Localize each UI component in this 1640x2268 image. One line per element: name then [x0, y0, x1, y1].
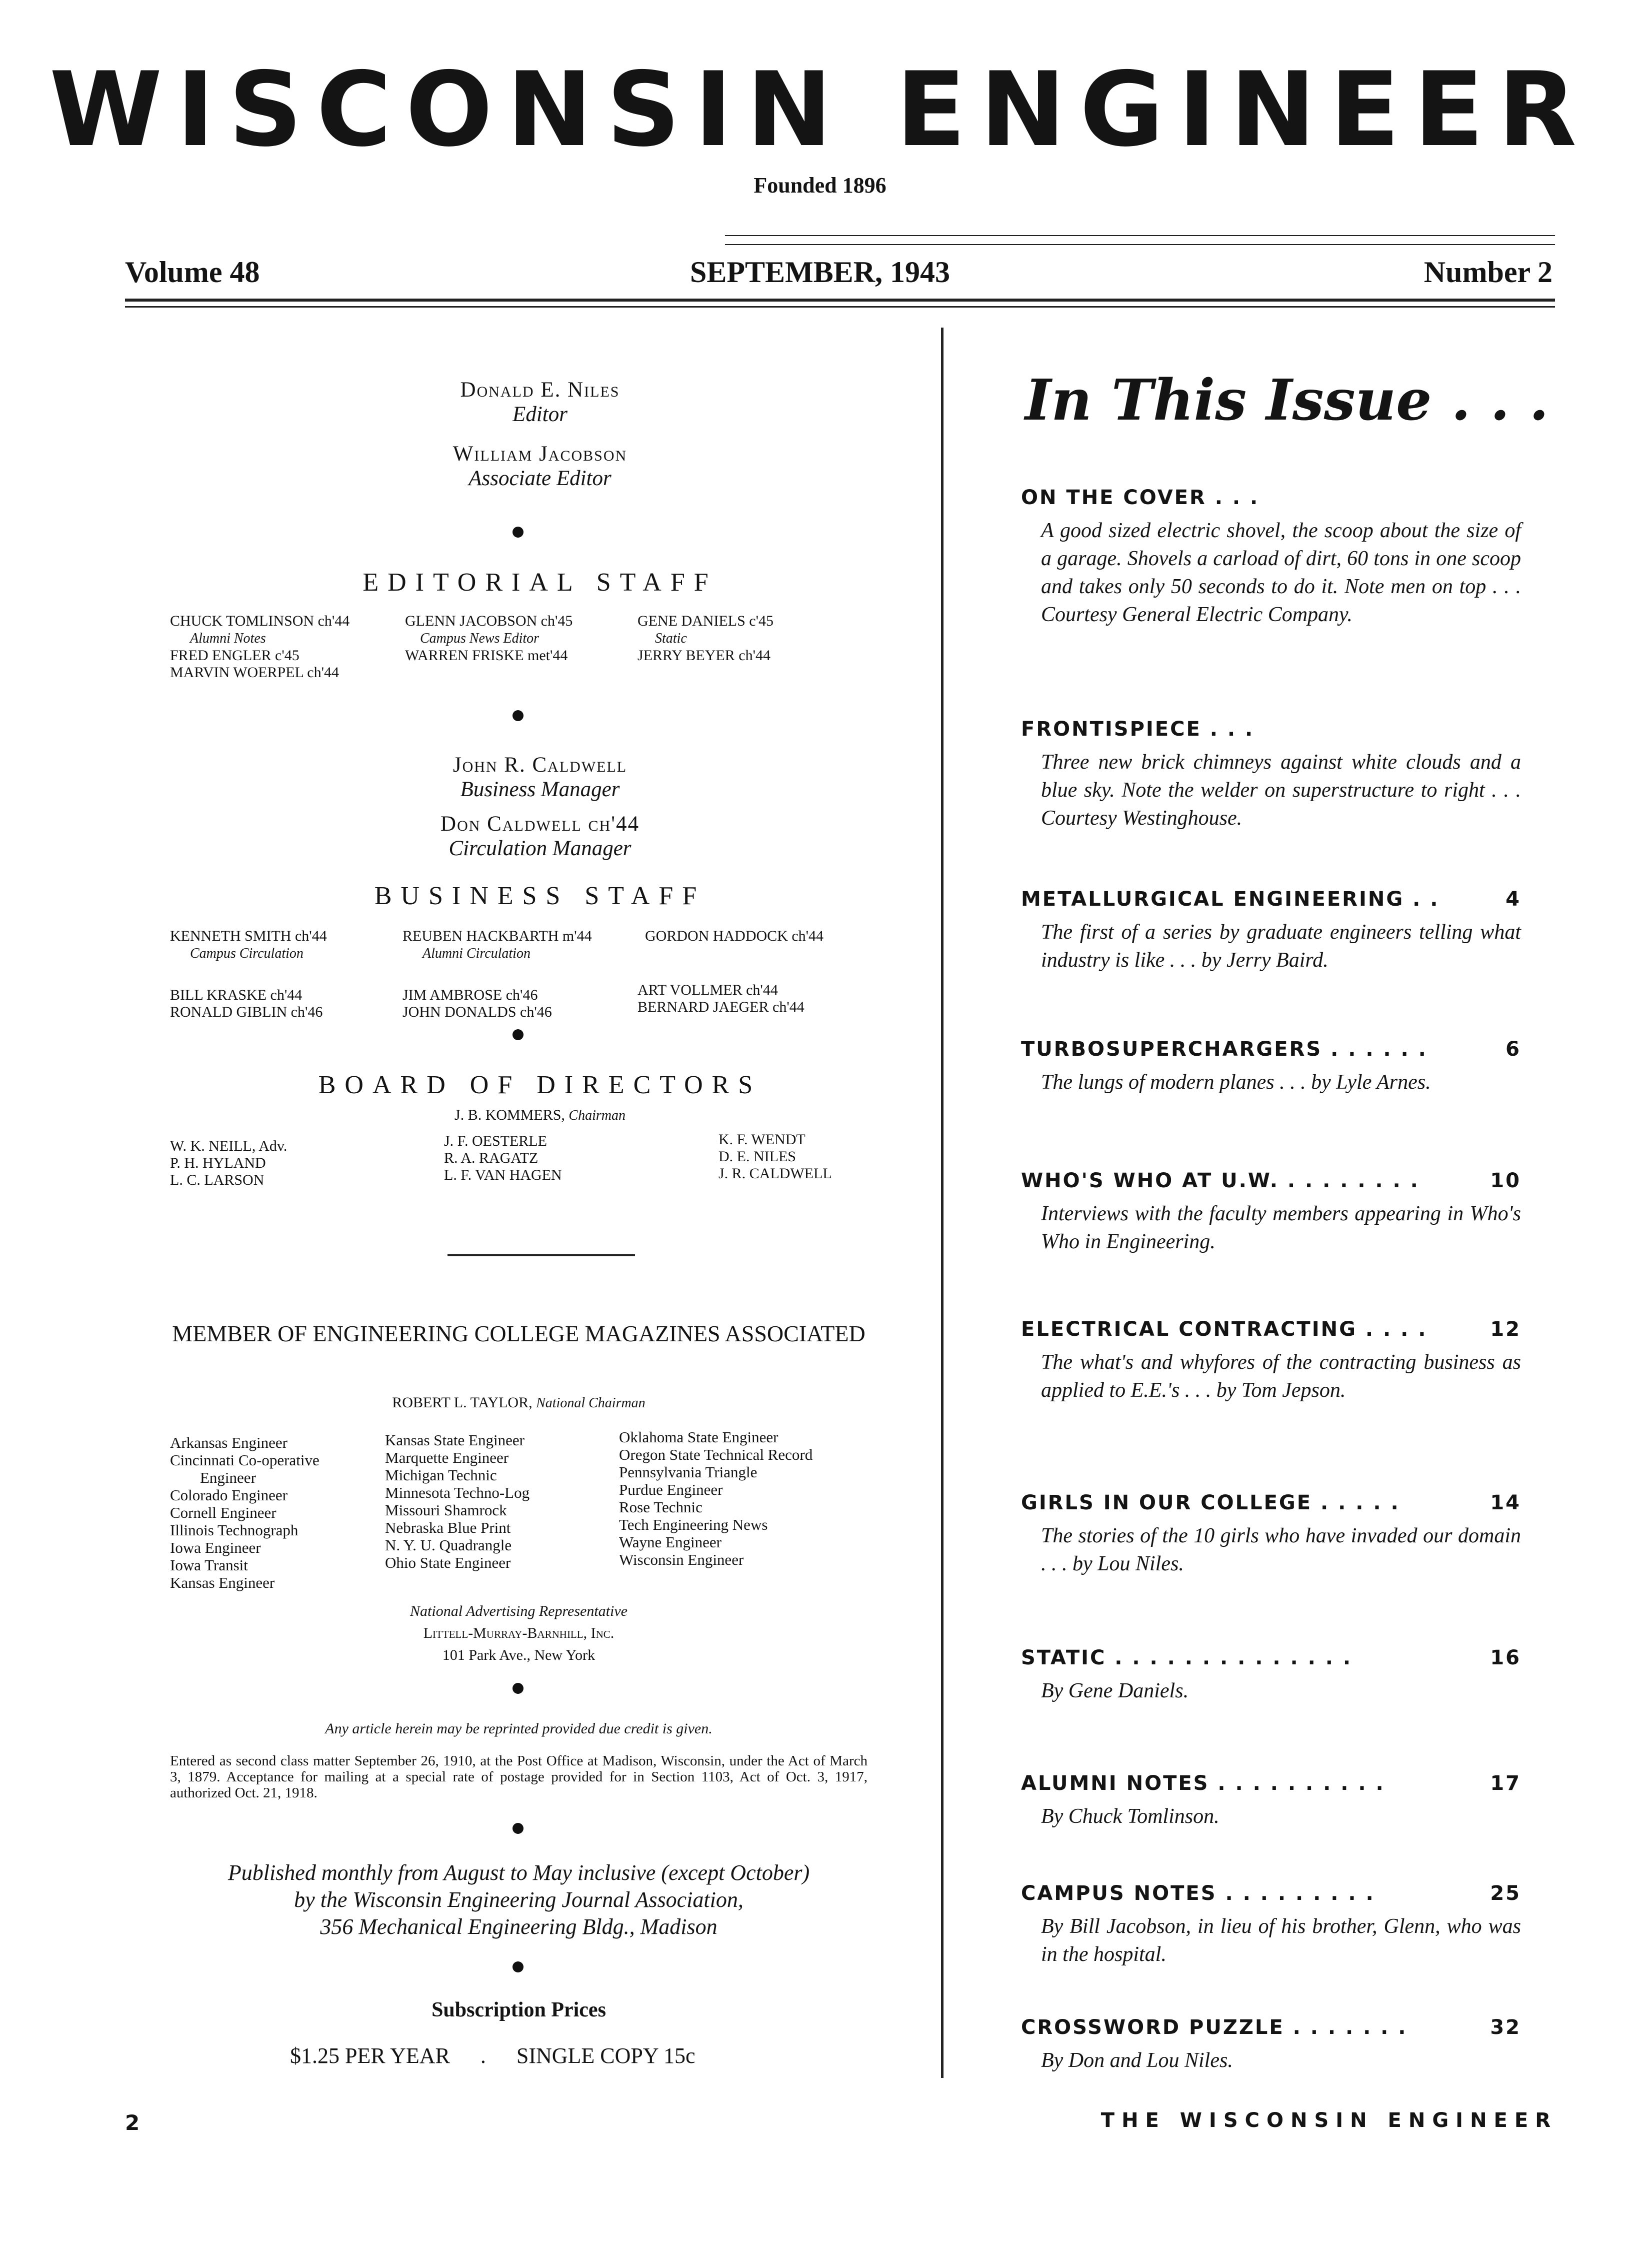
- member-magazine: Iowa Transit: [170, 1556, 248, 1574]
- toc-item-title: METALLURGICAL ENGINEERING . .: [1021, 888, 1440, 911]
- business-manager-role: Business Manager: [460, 778, 620, 801]
- section-rule: [448, 1254, 635, 1256]
- director-name: J. F. OESTERLE: [444, 1133, 547, 1149]
- member-magazine: Nebraska Blue Print: [385, 1519, 511, 1536]
- toc-item-desc: The what's and whyfores of the contracting business as applied to E.E.'s . . . by Tom Jepson.: [1041, 1351, 1521, 1402]
- subscription-heading: Subscription Prices: [432, 1998, 606, 2021]
- toc-heading: In This Issue . . .: [1025, 368, 1549, 433]
- staff-role: Campus News Editor: [420, 631, 540, 646]
- member-magazine: Iowa Engineer: [170, 1539, 261, 1556]
- price-separator: .: [480, 2043, 486, 2068]
- bullet-dot: [512, 1961, 524, 1972]
- member-magazine: Illinois Technograph: [170, 1521, 298, 1539]
- header-rule-thin-2: [725, 244, 1555, 245]
- column-divider: [941, 328, 944, 2078]
- staff-name: GENE DANIELS c'45: [638, 613, 774, 629]
- toc-item-desc: The stories of the 10 girls who have invaded our domain . . . by Lou Niles.: [1041, 1524, 1521, 1575]
- chairman-role: Chairman: [568, 1108, 626, 1123]
- toc-item[interactable]: [1021, 1882, 1521, 2016]
- advertising-address: 101 Park Ave., New York: [442, 1647, 596, 1663]
- member-magazine: Kansas State Engineer: [385, 1431, 524, 1449]
- price-single-copy: SINGLE COPY 15c: [516, 2043, 696, 2068]
- business-staff-heading: BUSINESS STAFF: [374, 882, 706, 910]
- member-magazine: Kansas Engineer: [170, 1574, 275, 1591]
- business-manager-name: John R. Caldwell: [452, 753, 628, 777]
- member-col1: [170, 1434, 390, 1591]
- publication-notice: [165, 1859, 872, 1940]
- member-heading: MEMBER OF ENGINEERING COLLEGE MAGAZINES ASSOCIATED: [172, 1321, 866, 1346]
- member-magazine: Arkansas Engineer: [170, 1434, 288, 1451]
- toc-item-page: 4: [1506, 888, 1521, 911]
- director-name: P. H. HYLAND: [170, 1155, 266, 1171]
- toc-item-desc: By Bill Jacobson, in lieu of his brother, Glenn, who was in the hospital.: [1041, 1915, 1521, 1966]
- toc-item-title: STATIC . . . . . . . . . . . . . .: [1021, 1646, 1352, 1669]
- director-name: L. F. VAN HAGEN: [444, 1167, 562, 1183]
- toc-item[interactable]: [1021, 718, 1521, 888]
- subscription-prices: [290, 2043, 696, 2068]
- reprint-notice: Any article herein may be reprinted provided due credit is given.: [325, 1720, 712, 1737]
- editor-name: Donald E. Niles: [460, 378, 620, 402]
- publication-line: by the Wisconsin Engineering Journal Association,: [294, 1887, 744, 1912]
- member-col3: [619, 1428, 879, 1568]
- director-name: D. E. NILES: [718, 1148, 796, 1165]
- toc-item-page: 6: [1506, 1038, 1521, 1061]
- member-magazine: Minnesota Techno-Log: [385, 1484, 530, 1501]
- issue-date: SEPTEMBER, 1943: [690, 256, 950, 289]
- staff-role: Static: [655, 631, 687, 646]
- staff-name: GLENN JACOBSON ch'45: [405, 613, 573, 629]
- business-staff-col2: [402, 987, 632, 1021]
- toc-item-title: CROSSWORD PUZZLE . . . . . . .: [1021, 2016, 1408, 2039]
- staff-name: ART VOLLMER ch'44: [638, 982, 778, 998]
- toc-item[interactable]: [1021, 1169, 1521, 1318]
- toc-item-desc: Interviews with the faculty members appearing in Who's Who in Engineering.: [1041, 1202, 1521, 1253]
- member-col2: [385, 1431, 605, 1571]
- advertising-block: [165, 1600, 872, 1666]
- associate-editor-name: William Jacobson: [452, 442, 628, 466]
- toc-item[interactable]: [1021, 1318, 1521, 1491]
- staff-name: BERNARD JAEGER ch'44: [638, 999, 804, 1015]
- board-col3: [718, 1131, 918, 1182]
- editor-block: [165, 378, 915, 491]
- staff-name: FRED ENGLER c'45: [170, 647, 300, 664]
- staff-name: JERRY BEYER ch'44: [638, 647, 770, 664]
- toc-item-title: WHO'S WHO AT U.W. . . . . . . . .: [1021, 1169, 1420, 1192]
- toc-item-title: ON THE COVER . . .: [1021, 486, 1260, 509]
- toc-item-page: 32: [1490, 2016, 1521, 2039]
- business-managers-block: [165, 753, 915, 861]
- toc-item[interactable]: [1021, 2016, 1521, 2074]
- toc-item-desc: By Chuck Tomlinson.: [1041, 1805, 1220, 1828]
- header-rule-thin-1: [725, 235, 1555, 236]
- toc-item-page: 17: [1490, 1772, 1521, 1795]
- toc-item[interactable]: [1021, 486, 1521, 718]
- business-staff-col3: [638, 982, 868, 1016]
- toc-item-title: CAMPUS NOTES . . . . . . . . .: [1021, 1882, 1375, 1905]
- editorial-staff-col1: [170, 613, 400, 681]
- toc-item-title: GIRLS IN OUR COLLEGE . . . . .: [1021, 1491, 1400, 1514]
- editor-role: Editor: [512, 403, 568, 426]
- toc-item-title: FRONTISPIECE . . .: [1021, 718, 1254, 741]
- board-col1: [170, 1138, 400, 1189]
- member-magazine: Purdue Engineer: [619, 1481, 723, 1498]
- toc-item[interactable]: [1021, 1646, 1521, 1772]
- bullet-dot: [512, 1029, 524, 1040]
- toc-item-title: ALUMNI NOTES . . . . . . . . . .: [1021, 1772, 1385, 1795]
- member-magazine: Cornell Engineer: [170, 1504, 276, 1521]
- member-magazine: Rose Technic: [619, 1498, 702, 1516]
- toc-item-page: 10: [1490, 1169, 1521, 1192]
- staff-name: WARREN FRISKE met'44: [405, 647, 568, 664]
- volume-label: Volume 48: [125, 256, 260, 289]
- toc-item-desc: By Don and Lou Niles.: [1041, 2049, 1233, 2072]
- member-magazine: Marquette Engineer: [385, 1449, 509, 1466]
- staff-name: RONALD GIBLIN ch'46: [170, 1004, 323, 1020]
- member-magazine: Missouri Shamrock: [385, 1501, 507, 1519]
- toc-item[interactable]: [1021, 1491, 1521, 1646]
- toc-item-desc: Three new brick chimneys against white clouds and a blue sky. Note the welder on superstructure to right . . . Courtesy Westinghouse.: [1041, 751, 1521, 830]
- advertising-firm: Littell-Murray-Barnhill, Inc.: [423, 1625, 614, 1641]
- toc-item[interactable]: [1021, 888, 1521, 1038]
- header-rule-double: [125, 306, 1555, 308]
- circulation-manager-role: Circulation Manager: [448, 837, 632, 860]
- member-magazine: Cincinnati Co-operative: [170, 1451, 320, 1469]
- director-name: R. A. RAGATZ: [444, 1150, 538, 1166]
- toc-item-desc: The first of a series by graduate engineers telling what industry is like . . . by Jerry Baird.: [1041, 921, 1521, 972]
- advertising-label: National Advertising Representative: [410, 1603, 628, 1619]
- member-magazine: Pennsylvania Triangle: [619, 1463, 758, 1481]
- circulation-manager-name: Don Caldwell ch'44: [440, 812, 640, 836]
- member-chairman: [165, 1394, 872, 1412]
- board-col2: [444, 1133, 674, 1184]
- member-magazine: Oklahoma State Engineer: [619, 1428, 778, 1446]
- staff-role: Campus Circulation: [190, 946, 304, 961]
- board-heading: BOARD OF DIRECTORS: [318, 1071, 762, 1099]
- director-name: L. C. LARSON: [170, 1172, 264, 1188]
- bullet-dot: [512, 1683, 524, 1694]
- editorial-staff-col3: [638, 613, 868, 664]
- running-title: THE WISCONSIN ENGINEER: [1100, 2109, 1558, 2132]
- staff-role: Alumni Circulation: [422, 946, 530, 961]
- member-magazine: N. Y. U. Quadrangle: [385, 1536, 512, 1554]
- toc-item-page: 12: [1490, 1318, 1521, 1341]
- toc-item-page: 14: [1490, 1491, 1521, 1514]
- member-magazine: Wisconsin Engineer: [619, 1551, 744, 1568]
- staff-name: BILL KRASKE ch'44: [170, 987, 302, 1003]
- director-name: J. R. CALDWELL: [718, 1165, 832, 1182]
- member-magazine: Colorado Engineer: [170, 1486, 288, 1504]
- entry-notice: Entered as second class matter September 26, 1910, at the Post Office at Madison, Wisconsin, under the Act of March 3, 1879. Acceptance for mailing at a special rate of postage provided for in Section 1103, Act of Oct. 3, 1917, authorized Oct. 21, 1918.: [170, 1753, 868, 1801]
- staff-name: JOHN DONALDS ch'46: [402, 1004, 552, 1020]
- publication-line: 356 Mechanical Engineering Bldg., Madison: [320, 1914, 718, 1939]
- business-staff-col1: [170, 987, 400, 1021]
- toc-item[interactable]: [1021, 1038, 1521, 1169]
- director-name: W. K. NEILL, Adv.: [170, 1138, 288, 1154]
- chairman-name: ROBERT L. TAYLOR,: [392, 1394, 532, 1411]
- toc-item[interactable]: [1021, 1772, 1521, 1882]
- toc-list: [1021, 486, 1521, 2074]
- chairman-name: J. B. KOMMERS,: [454, 1107, 565, 1123]
- member-magazine: Ohio State Engineer: [385, 1554, 511, 1571]
- associate-editor-role: Associate Editor: [468, 467, 612, 490]
- toc-item-desc: A good sized electric shovel, the scoop about the size of a garage. Shovels a carload of dirt, 60 tons in one scoop and takes only 50 seconds to do it. Note men on top . . . Courtesy General Electric Company.: [1041, 519, 1521, 626]
- founded-line: Founded 1896: [754, 173, 886, 198]
- member-magazine: Michigan Technic: [385, 1466, 497, 1484]
- member-magazine: Wayne Engineer: [619, 1533, 722, 1551]
- editorial-staff-heading: EDITORIAL STAFF: [362, 568, 718, 597]
- member-magazine: Oregon State Technical Record: [619, 1446, 813, 1463]
- bullet-dot: [512, 1823, 524, 1834]
- staff-name: MARVIN WOERPEL ch'44: [170, 664, 339, 681]
- page-number: 2: [125, 2110, 140, 2135]
- member-magazine: Engineer: [200, 1469, 256, 1486]
- editorial-staff-col2: [405, 613, 635, 664]
- staff-name: CHUCK TOMLINSON ch'44: [170, 613, 350, 629]
- header-rule-thick: [125, 299, 1555, 302]
- member-magazine: Tech Engineering News: [619, 1516, 768, 1533]
- toc-item-title: TURBOSUPERCHARGERS . . . . . .: [1021, 1038, 1428, 1061]
- toc-item-page: 25: [1490, 1882, 1521, 1905]
- staff-name: KENNETH SMITH ch'44: [170, 928, 327, 944]
- staff-role: Alumni Notes: [190, 631, 266, 646]
- chairman-role: National Chairman: [536, 1395, 646, 1411]
- business-staff-r1c1: [170, 928, 400, 962]
- magazine-title: WISCONSIN ENGINEER: [49, 51, 1591, 170]
- toc-item-desc: The lungs of modern planes . . . by Lyle Arnes.: [1041, 1071, 1431, 1094]
- bullet-dot: [512, 527, 524, 538]
- issue-number: Number 2: [1424, 256, 1552, 289]
- director-name: K. F. WENDT: [718, 1131, 806, 1148]
- toc-item-page: 16: [1490, 1646, 1521, 1669]
- bullet-dot: [512, 710, 524, 721]
- price-per-year: $1.25 PER YEAR: [290, 2043, 450, 2068]
- board-chairman: [165, 1107, 915, 1124]
- publication-line: Published monthly from August to May inclusive (except October): [228, 1860, 810, 1885]
- staff-name: REUBEN HACKBARTH m'44: [402, 928, 592, 944]
- staff-name: JIM AMBROSE ch'46: [402, 987, 538, 1003]
- toc-item-title: ELECTRICAL CONTRACTING . . . .: [1021, 1318, 1428, 1341]
- business-staff-r1c2: [402, 928, 642, 962]
- business-staff-r1c3: [645, 928, 880, 945]
- staff-name: GORDON HADDOCK ch'44: [645, 928, 824, 944]
- toc-item-desc: By Gene Daniels.: [1041, 1679, 1189, 1702]
